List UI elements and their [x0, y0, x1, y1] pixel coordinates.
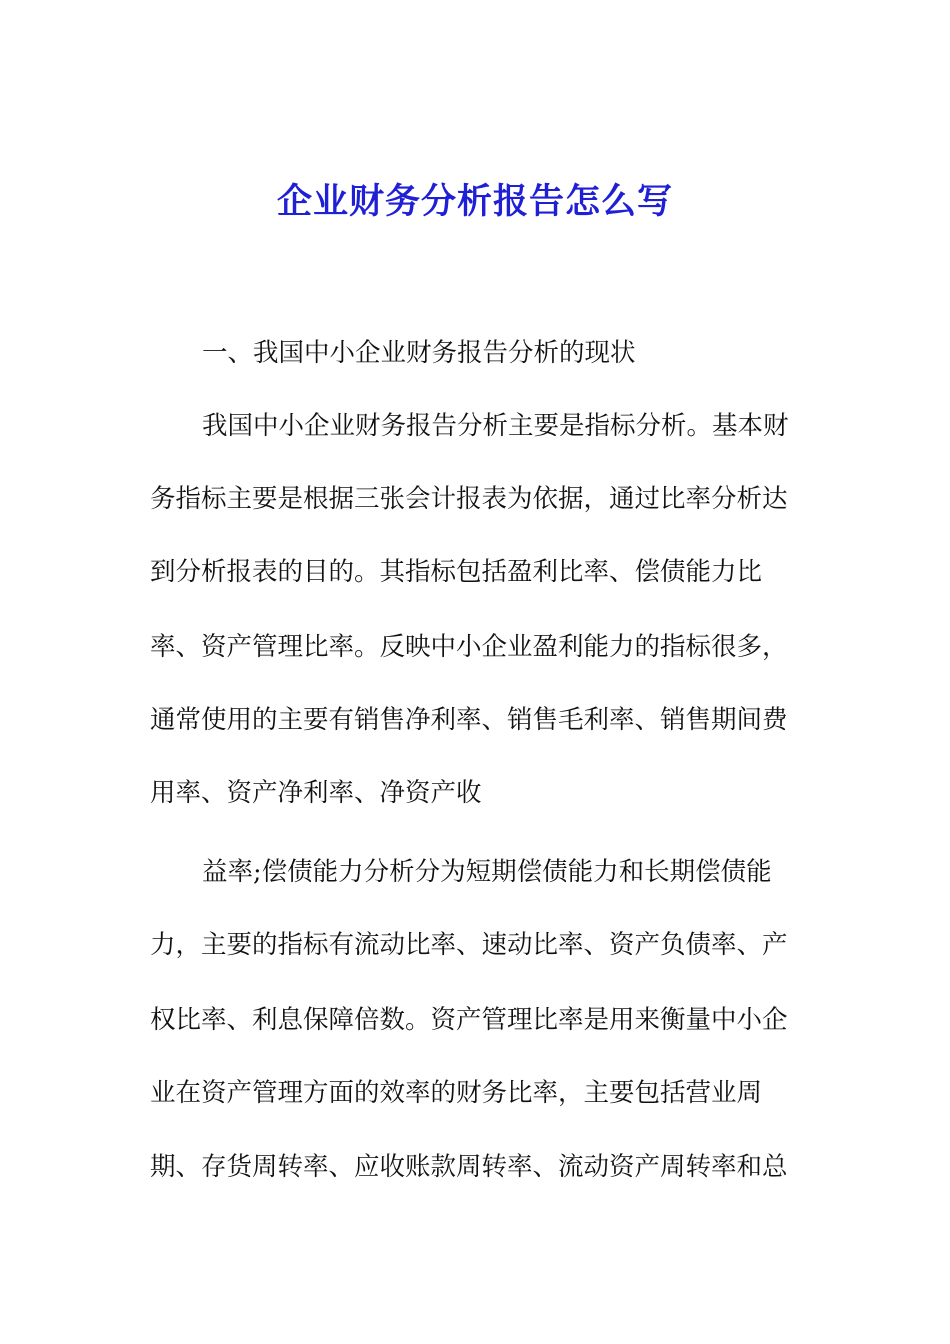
paragraph-line: 用率、资产净利率、净资产收 [150, 778, 482, 808]
paragraph-line: 权比率、利息保障倍数。资产管理比率是用来衡量中小企 [150, 1005, 788, 1035]
paragraph-line: 期、存货周转率、应收账款周转率、流动资产周转率和总 [150, 1152, 788, 1182]
document-title: 企业财务分析报告怎么写 [276, 181, 673, 222]
paragraph-line: 通常使用的主要有销售净利率、销售毛利率、销售期间费 [150, 705, 788, 735]
paragraph-line: 业在资产管理方面的效率的财务比率，主要包括营业周 [150, 1078, 763, 1108]
paragraph-line: 我国中小企业财务报告分析主要是指标分析。基本财 [202, 411, 789, 441]
paragraph-line: 力，主要的指标有流动比率、速动比率、资产负债率、产 [150, 930, 788, 960]
paragraph-line: 率、资产管理比率。反映中小企业盈利能力的指标很多， [150, 632, 788, 662]
paragraph-line: 益率;偿债能力分析分为短期偿债能力和长期偿债能 [202, 857, 772, 887]
paragraph-line: 到分析报表的目的。其指标包括盈利比率、偿债能力比 [150, 557, 763, 587]
paragraph-line: 务指标主要是根据三张会计报表为依据，通过比率分析达 [150, 484, 788, 514]
section-heading: 一、我国中小企业财务报告分析的现状 [202, 338, 636, 368]
